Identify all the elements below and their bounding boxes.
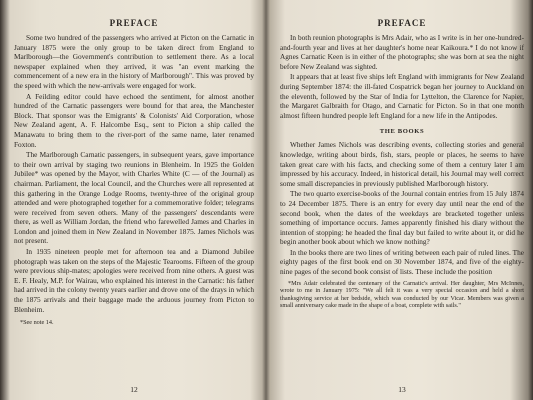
left-paragraph-1: Some two hundred of the passengers who arrived at Picton on the Carnatic in January 1875 were the only group to be taken direct from England to Marlborough—the Government's contribution to settlement there. As a local newspaper explained when they arrived, it was "an event marking the commencement of a new era in the history of Marlborough". This was proved by the speed with which the new-arrivals were engaged for work. xyxy=(14,33,254,90)
left-paragraph-3: The Marlborough Carnatic passengers, in subsequent years, gave importance to their own arrival by staging two reunions in Blenheim. In 1925 the Golden Jubilee* was opened by the Mayor, with Charles White (C — of the Journal) as chairman. Parliament, the local Council, and the Churches were all represented at this gathering in the Orange Lodge Rooms, twenty-three of the original group attended and were photographed together for a commemorative folder; telegrams were received from seven others. Many of the passengers' descendants were there, as well as William Jordan, the friend who farewelled James and Charles in London and joined them in New Zealand in November 1875. James Nichols was not present. xyxy=(14,150,254,246)
right-paragraph-5: In the books there are two lines of writing between each pair of ruled lines. The eighty pages of the first book end on 30 November 1874, and five of the eighty-nine pages of the second book consist of lists. These include the position xyxy=(280,247,524,277)
left-paragraph-4: In 1935 nineteen people met for afternoon tea and a Diamond Jubilee photograph was taken on the steps of the Majestic Tearooms. Fifteen of the group were previous ship-mates; apologies were received from nine others. A guest was E. F. Healy, M.P. for Wairau, who explained his interest in the Carnatic: his father had arrived in the colony twenty years earlier and drove one of the drays in which the 1875 arrivals and their baggage made the arduous journey from Picton to Blenheim. xyxy=(14,247,254,314)
right-running-head: PREFACE xyxy=(377,18,427,28)
left-page-number: 12 xyxy=(130,385,138,394)
right-footnote: *Mrs Adair celebrated the centenary of the Carnatic's arrival. Her daughter, Mrs McInnes, wrote to me in January 1975: "We all felt it was a very special occasion and held a short thanksgiving service at her bedside, which was conducted by our Vicar. Members was given a small anniversary cake made in the shape of a boat, complete with sails." xyxy=(280,279,524,310)
left-page xyxy=(14,0,254,400)
right-paragraph-4: The two quarto exercise-books of the Journal contain entries from 15 July 1874 to 24 December 1875. There is an entry for every day until near the end of the second book, when the dates of the weekdays are bracketed together unless something of importance occurs. James apparently finished his diary without the intention of stopping: he headed the final day but failed to write about it, or did he begin another book about which we know nothing? xyxy=(280,189,524,247)
right-page-number: 13 xyxy=(398,385,406,394)
left-running-head: PREFACE xyxy=(109,18,159,28)
right-paragraph-2: It appears that at least five ships left England with immigrants for New Zealand during September 1874: the ill-fated Cospatrick began her journey to Auckland on the eleventh, followed by the Star of India for Lyttelton, the Clarence for Napier, the Margaret Galbraith for Otago, and Carnatic for Picton. So in that one month almost fifteen hundred people left England for a new life in the Antipodes. xyxy=(280,72,524,120)
left-footnote: *See note 14. xyxy=(20,319,54,327)
right-page xyxy=(280,0,524,400)
left-paragraph-2: A Feilding editor could have echoed the sentiment, for almost another hundred of the Carnatic passengers were bound for that area, the Manchester Block. That sponsor was the Emigrants' & Colonists' Aid Corporation, whose New Zealand agent, A. F. Halcombe Esq., sent to Picton a ship called the Manawatu to bring them to the river-port of the same name, later renamed Foxton. xyxy=(14,91,254,149)
section-heading: THE BOOKS xyxy=(379,128,425,136)
right-paragraph-1: In both reunion photographs is Mrs Adair, who as I write is in her one-hundred-and-fourth year and lives at her daughter's home near Kaikoura.* I do not know if Agnes Carnatic Keen is in either of the photographs; she was born at sea the night before New Zealand was sighted. xyxy=(280,33,524,71)
right-paragraph-3: Whether James Nichols was describing events, collecting stories and general knowledge, writing about birds, fish, stars, people or places, he seems to have taken great care with his facts, and checking some of them a century later I am impressed by his accuracy. Indeed, in historical detail, his Journal may well correct some small discrepancies in previously published Marlborough history. xyxy=(280,140,524,188)
